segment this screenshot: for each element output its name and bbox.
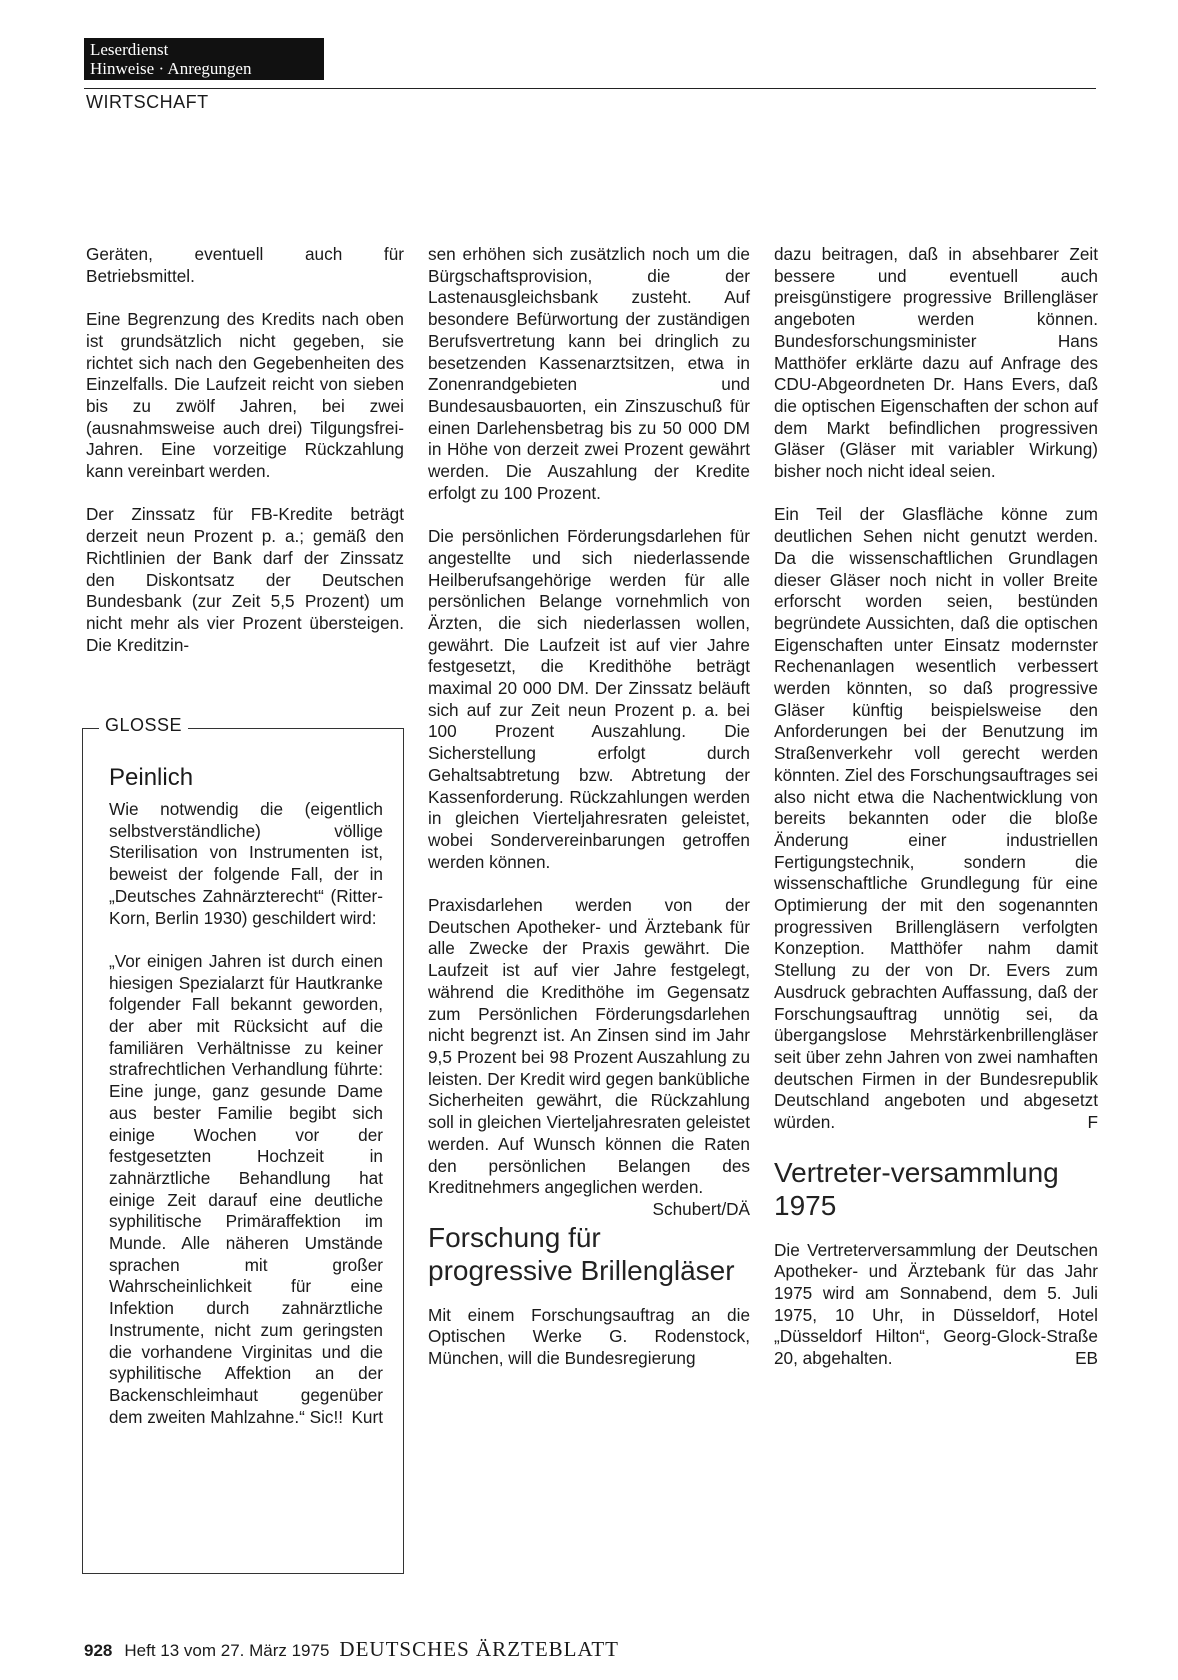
section-title: WIRTSCHAFT (86, 92, 209, 112)
masthead (84, 38, 324, 80)
paragraph: Der Zinssatz für FB-Kredite beträgt derzeit neun Prozent p. a.; gemäß den Richtlinien der Bank darf der Zinssatz den Diskontsatz der Deutschen Bundesbank (zur Zeit 5,5 Prozent) um nicht mehr als vier Prozent übersteigen. Die Kreditzin- (86, 504, 404, 655)
column-2 (428, 244, 750, 1391)
paragraph-text: „Vor einigen Jahren ist durch einen hiesigen Spezialarzt für Hautkranke folgender Fall bekannt geworden, der aber mit Rücksicht auf die familiären Verhältnisse zu keiner strafrechtlichen Verhandlung führte: Eine junge, ganz gesunde Dame aus bester Familie begibt sich einige Wochen vor der festgesetzten Hochzeit in zahnärztliche Behandlung hat einige Zeit darauf eine deutliche syphilitische Primäraffektion im Munde. Alle näheren Umstände sprachen mit großer Wahrscheinlichkeit für eine Infektion durch zahnärztliche Instrumente, nicht zum geringsten die vorhandene Virginitas und die syphilitische Affektion an der Backenschleimhaut gegenüber dem zweiten Mahlzahne.“ Sic!! (109, 950, 383, 1427)
article-headline: Forschung für progressive Brillengläser (428, 1221, 735, 1286)
paragraph (774, 504, 1098, 1133)
header-rule (84, 88, 1096, 89)
masthead-line-2: Hinweise · Anregungen (90, 59, 252, 78)
page-number: 928 (84, 1641, 113, 1660)
glosse-title: Peinlich (109, 764, 194, 791)
article-headline: Vertreter-versammlung 1975 (774, 1156, 1059, 1221)
paragraph: dazu beitragen, daß in absehbarer Zeit bessere und eventuell auch preisgünstigere progressive Brillengläser angeboten werden können. Bundesforschungsminister Hans Matthöfer erklärte dazu auf Anfrage des CDU-Abgeordneten Dr. Hans Evers, daß die optischen Eigenschaften der schon auf dem Markt befindlichen progressiven Gläser (Gläser mit variabler Wirkung) bisher noch nicht ideal seien. (774, 244, 1098, 482)
paragraph (428, 895, 750, 1219)
publication-name: DEUTSCHES ÄRZTEBLATT (339, 1637, 619, 1661)
author-signature: EB (1075, 1348, 1098, 1369)
column-1 (86, 244, 404, 678)
page-footer (84, 1637, 619, 1662)
paragraph: Die persönlichen Förderungsdarlehen für angestellte und sich niederlassende Heilberufsangehörige werden für alle persönlichen Belange vornehmlich von Ärzten, die sich niederlassen wollen, gewährt. Die Laufzeit ist auf vier Jahre festgesetzt, die Kredithöhe beträgt maximal 20 000 DM. Der Zinssatz beläuft sich auf zur Zeit neun Prozent p. a. bei 100 Prozent Auszahlung. Die Sicherstellung erfolgt durch Gehaltsabtretung bzw. Abtretung der Kassenforderung. Rückzahlungen werden in gleichen Vierteljahresraten geleistet, wobei Sondervereinbarungen getroffen werden können. (428, 526, 750, 872)
paragraph: Mit einem Forschungsauftrag an die Optischen Werke G. Rodenstock, München, will die Bundesregierung (428, 1304, 750, 1368)
glosse-box (82, 715, 404, 1574)
paragraph-text: Praxisdarlehen werden von der Deutschen Apotheker- und Ärztebank für alle Zwecke der Praxis gewährt. Die Laufzeit ist auf vier Jahre festgelegt, während die Kredithöhe im Gegensatz zum Persönlichen Förderungsdarlehen nicht begrenzt ist. An Zinsen sind im Jahr 9,5 Prozent bei 98 Prozent Auszahlung zu leisten. Der Kredit wird gegen bankübliche Sicherheiten gewährt, die Rückzahlung soll in gleichen Vierteljahresraten geleistet werden. Auf Wunsch können die Raten den persönlichen Belangen des Kreditnehmers angeglichen werden. (428, 895, 750, 1198)
paragraph-text: Ein Teil der Glasfläche könne zum deutlichen Sehen nicht genutzt werden. Da die wissenschaftlichen Grundlagen dieser Gläser noch nicht in voller Breite erforscht worden seien, bestünden begründete Aussichten, daß die optischen Eigenschaften unter Einsatz modernster Rechenanlagen wesentlich verbessert werden könnten, so daß progressive Gläser künftig beispielsweise den Anforderungen bei der Benutzung im Straßenverkehr voll gerecht werden könnten. Ziel des Forschungsauftrages sei also nicht etwa die Nachentwicklung von bereits bekannten oder die bloße Änderung einer industriellen Fertigungstechnik, sondern die wissenschaftliche Grundlegung für eine Optimierung der mit den sogenannten progressiven Brillengläsern verfolgten Konzeption. Matthöfer nahm damit Stellung zu der von Dr. Evers zum Ausdruck gebrachten Auffassung, daß der Forschungsauftrag unnötig sei, da übergangslose Mehrstärkenbrillengläser seit über zehn Jahren von zwei namhaften deutschen Firmen in der Bundesrepublik Deutschland angeboten und abgesetzt würden. (774, 504, 1098, 1133)
paragraph-text: Die Vertreterversammlung der Deutschen Apotheker- und Ärztebank für das Jahr 1975 wird am Sonnabend, dem 5. Juli 1975, 10 Uhr, in Düsseldorf, Hotel „Düsseldorf Hilton“, Georg-Glock-Straße 20, abgehalten. (774, 1239, 1098, 1369)
paragraph: Wie notwendig die (eigentlich selbstverständliche) völlige Sterilisation von Instrumenten ist, beweist der folgende Fall, der in „Deutsches Zahnärzterecht“ (Ritter-Korn, Berlin 1930) geschildert wird: (109, 799, 383, 928)
column-3 (774, 244, 1098, 1391)
author-signature: Kurt (351, 1406, 383, 1427)
masthead-line-1: Leserdienst (90, 40, 169, 59)
paragraph (109, 951, 383, 1428)
paragraph: sen erhöhen sich zusätzlich noch um die Bürgschaftsprovision, die der Lastenausgleichsbank zusteht. Auf besondere Befürwortung der zuständigen Berufsvertretung kann bei dringlich zu besetzenden Kassenarztsitzen, etwa in Zonenrandgebieten und Bundesausbauorten, ein Zinszuschuß für einen Darlehensbetrag bis zu 50 000 DM in Höhe von derzeit zwei Prozent gewährt werden. Die Auszahlung der Kredite erfolgt zu 100 Prozent. (428, 244, 750, 503)
paragraph: Eine Begrenzung des Kredits nach oben ist grundsätzlich nicht gegeben, sie richtet sich nach den Gegebenheiten des Einzelfalls. Die Laufzeit reicht von sieben bis zu zwölf Jahren, bei zwei (ausnahmsweise auch drei) Tilgungsfrei-Jahren. Eine vorzeitige Rückzahlung kann vereinbart werden. (86, 309, 404, 482)
author-signature: F (1087, 1112, 1098, 1133)
paragraph (774, 1240, 1098, 1370)
paragraph: Geräten, eventuell auch für Betriebsmittel. (86, 244, 404, 286)
glosse-content (109, 763, 383, 1450)
glosse-label: GLOSSE (99, 715, 188, 736)
issue-info: Heft 13 vom 27. März 1975 (124, 1641, 330, 1660)
author-signature: Schubert/DÄ (652, 1198, 750, 1219)
